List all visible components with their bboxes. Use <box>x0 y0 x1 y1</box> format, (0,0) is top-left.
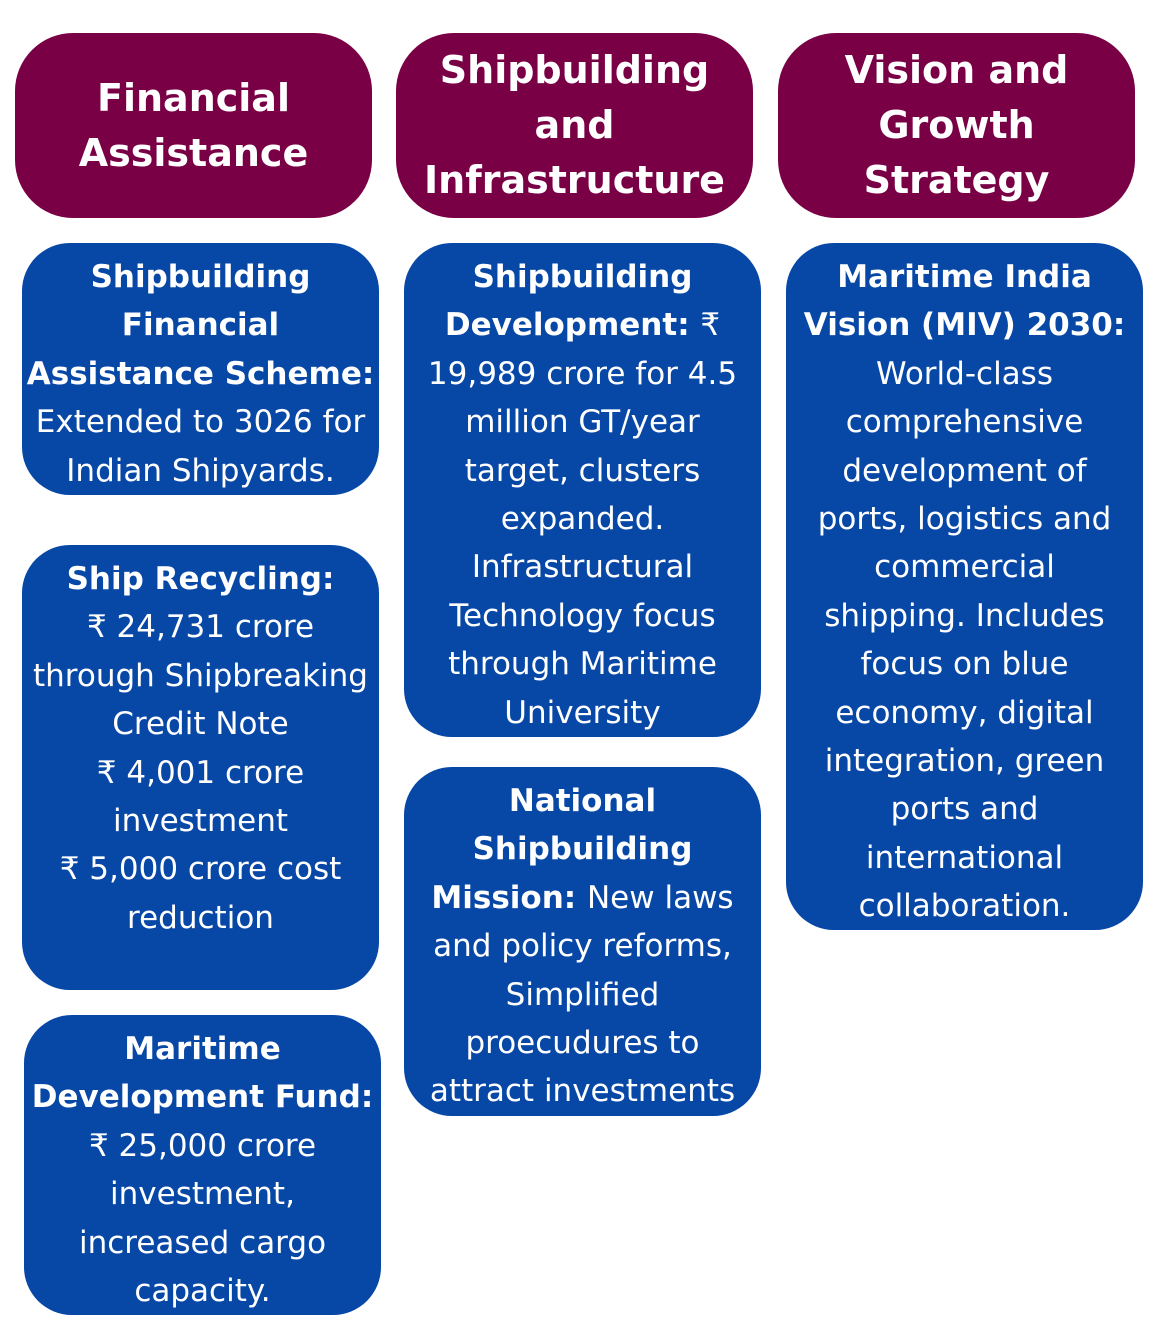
card-recycling-title: Ship Recycling: <box>66 561 335 597</box>
card-nsm-body: New laws and policy reforms, Simplified proecudures to attract investments <box>429 879 736 1110</box>
card-shipbuilding-development <box>404 243 761 737</box>
card-maritime-india-vision-2030 <box>786 243 1143 930</box>
card-recycling-line2: ₹ 4,001 crore investment <box>96 754 305 840</box>
header-shipbuilding-infrastructure-label: Shipbuilding and Infrastructure <box>424 48 725 202</box>
card-miv-body: World-class comprehensive development of ports, logistics and commercial shipping. Includes focus on blue economy, digital integration, green ports and international collaboration. <box>817 355 1112 925</box>
header-vision-growth-strategy-label: Vision and Growth Strategy <box>844 48 1069 202</box>
header-shipbuilding-infrastructure <box>396 33 753 218</box>
card-ship-recycling <box>22 545 379 990</box>
card-recycling-line1: ₹ 24,731 crore through Shipbreaking Credit Note <box>33 609 368 743</box>
header-financial-assistance-label: Financial Assistance <box>78 75 309 175</box>
card-recycling-line3: ₹ 5,000 crore cost reduction <box>59 851 342 936</box>
card-shipbuilding-financial-assistance-scheme <box>22 243 379 495</box>
header-vision-growth-strategy <box>778 33 1135 218</box>
card-miv-title: Maritime India Vision (MIV) 2030: <box>803 259 1126 344</box>
header-financial-assistance <box>15 33 372 218</box>
card-mdf-body: ₹ 25,000 crore investment, increased cargo capacity. <box>78 1127 327 1310</box>
card-sbdev-title: Shipbuilding Development: <box>444 259 701 344</box>
card-sfas-title: Shipbuilding Financial Assistance Scheme: <box>26 259 375 392</box>
card-maritime-development-fund <box>24 1015 381 1315</box>
card-sbdev-body: ₹ 19,989 crore for 4.5 million GT/year target, clusters expanded. Infrastructural Technology focus through Maritime University <box>427 307 738 731</box>
card-sfas-body: Extended to 3026 for Indian Shipyards. <box>35 404 366 489</box>
card-mdf-title: Maritime Development Fund: <box>31 1031 374 1116</box>
card-national-shipbuilding-mission <box>404 767 761 1116</box>
card-nsm-title: National Shipbuilding Mission: <box>431 783 693 916</box>
